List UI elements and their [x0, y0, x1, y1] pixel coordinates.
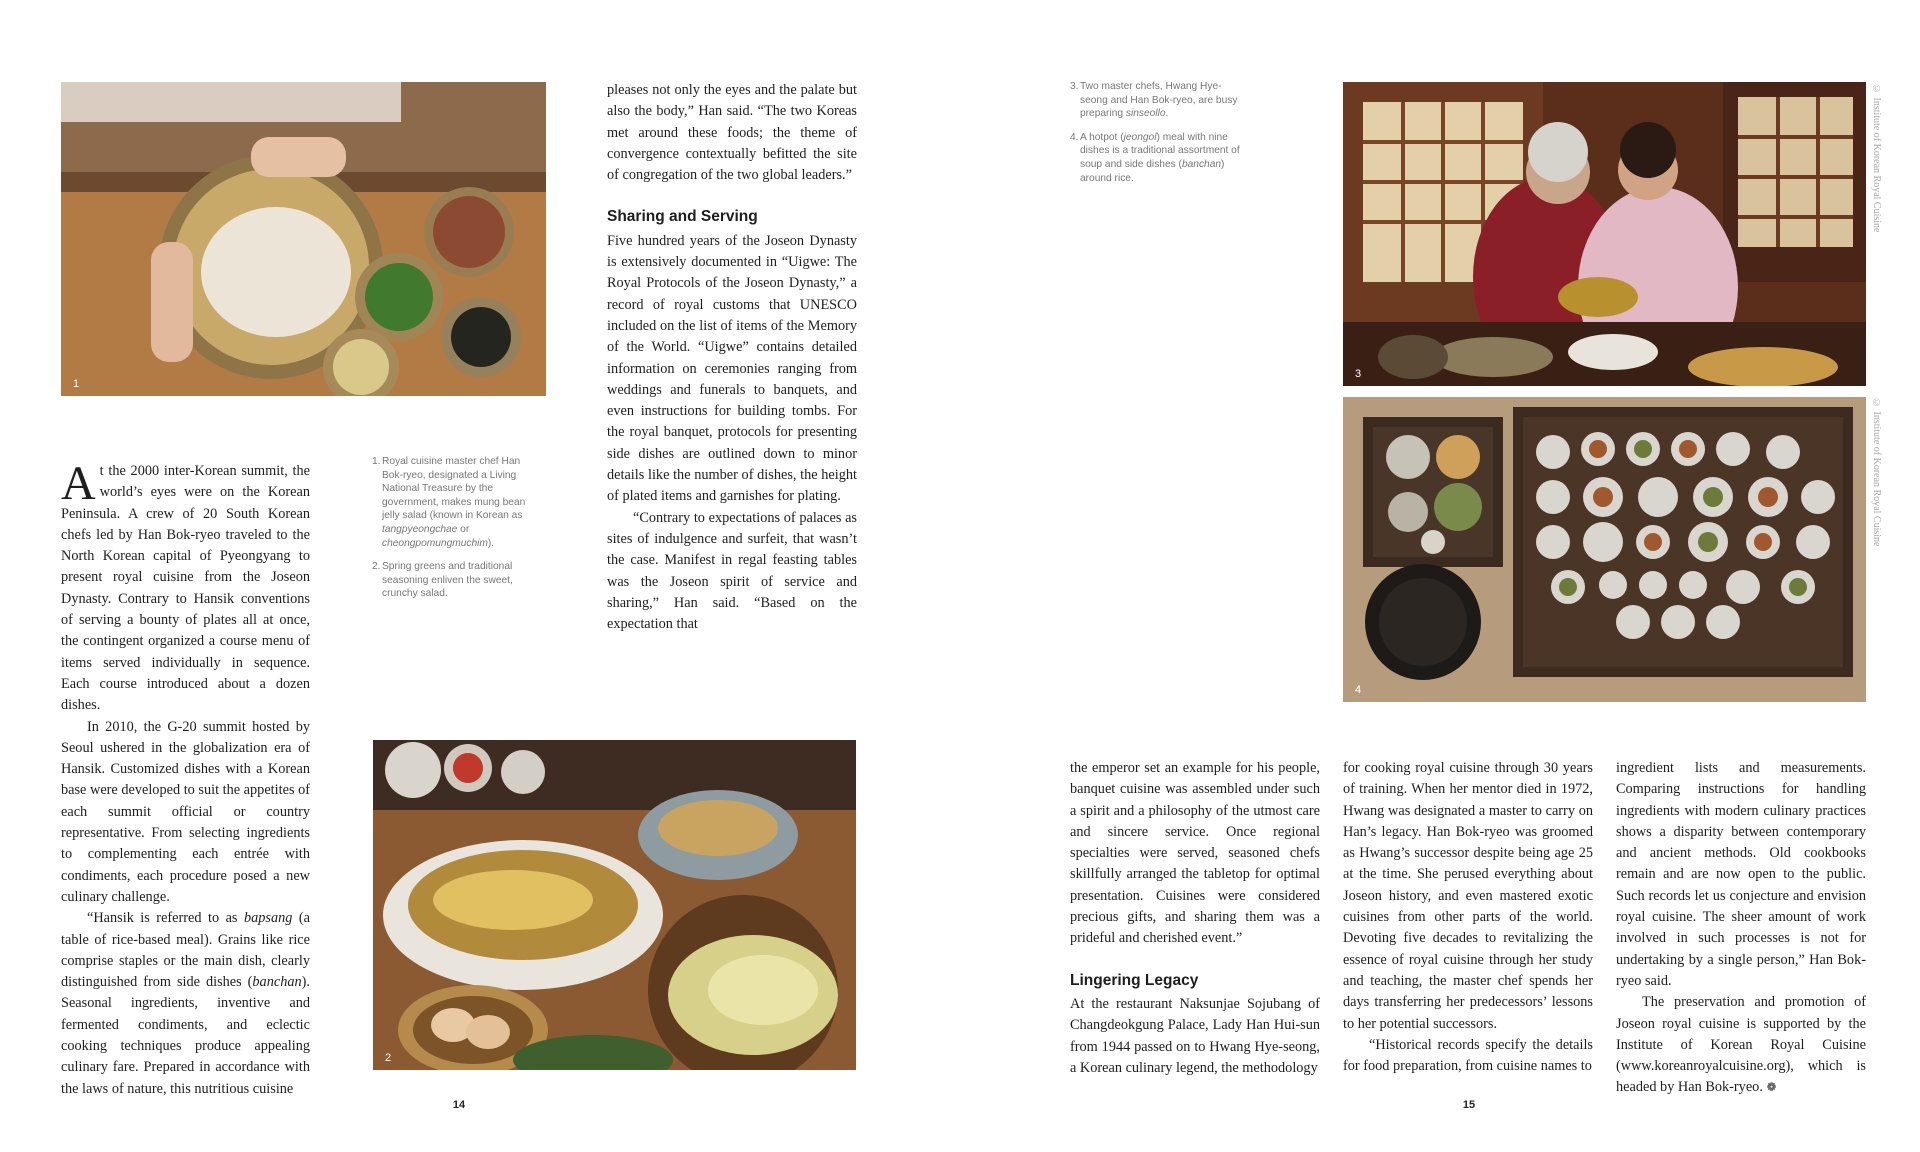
right-col2-paragraph-1: for cooking royal cuisine through 30 years of training. When her mentor died in 1972, Hwang was designated a master to carry on Han’s legacy. Han Bok-ryeo was groomed as Hwang’s successor despite being age 25 at the time. She perused everything about Joseon history, and even mastered exotic cuisines from other parts of the world. Devoting five decades to revitalizing the essence of royal cuisine through her study and teaching, the master chef spends her days transferring her predecessors’ lessons to her potential successors. — [1343, 760, 1593, 1032]
left-col2-paragraph-1: pleases not only the eyes and the palate but also the body,” Han said. “The two Koreas met around these foods; the theme of convergence contextually befitted the site of congregation of the two global leaders.” — [607, 82, 857, 184]
left-col2-paragraph-3: “Contrary to expectations of palaces as sites of indulgence and surfeit, that wasn’t the case. Manifest in regal feasting tables was the Joseon spirit of service and sharing,” Han said. “Based on the expectation that — [607, 509, 857, 633]
photo-1-mung-bean-salad — [61, 82, 546, 396]
left-col2-paragraph-2: Five hundred years of the Joseon Dynasty is extensively documented in “Uigwe: The Royal Protocols of the Joseon Dynasty,” a record of royal customs that UNESCO included on the list of items of the Memory of the World. “Uigwe” contains detailed information on ceremonies ranging from weddings and funerals to banquets, and even instructions for building tombs. For the royal banquet, protocols for presenting side dishes are outlined down to minor details like the number of dishes, the height of plated items and garnishes for plating. — [607, 232, 857, 505]
photo-2-image — [373, 740, 856, 1070]
right-page-column-3 — [1616, 758, 1866, 1099]
right-page-column-1 — [1070, 758, 1320, 1079]
photo-3-number: 3 — [1355, 368, 1362, 380]
caption-1: 1. Royal cuisine master chef Han Bok-ryeo, designated a Living National Treasure by the government, makes mung bean jelly salad (known in Korean as tangpyeongchae or cheongpomungmuchim). — [372, 456, 526, 549]
right-page-column-2 — [1343, 758, 1593, 1077]
right-col3-paragraph-2: The preservation and promotion of Joseon royal cuisine is supported by the Institute of Korean Royal Cuisine (www.koreanroyalcuisine.org), which is headed by Han Bok-ryeo. ❁ — [1616, 994, 1866, 1096]
page-number-left: 14 — [452, 1099, 466, 1111]
caption-3: 3. Two master chefs, Hwang Hye-seong and Han Bok-ryeo, are busy preparing sinseollo. — [1070, 81, 1238, 120]
right-col2-paragraph-2: “Historical records specify the details for food preparation, from cuisine names to — [1343, 1036, 1593, 1075]
photo-4-image — [1343, 397, 1866, 702]
photo-2-number: 2 — [385, 1052, 392, 1064]
right-page-captions — [1070, 80, 1240, 195]
left-page-column-2 — [607, 80, 857, 635]
photo-2-salad-dishes — [373, 740, 856, 1070]
photo-4-hotpot-meal — [1343, 397, 1866, 702]
right-col1-paragraph-2: At the restaurant Naksunjae Sojubang of Changdeokgung Palace, Lady Han Hui-sun from 1944 passed on to Hwang Hye-seong, a Korean culinary legend, the methodology — [1070, 995, 1320, 1076]
left-col1-paragraph-1: At the 2000 inter-Korean summit, the world’s eyes were on the Korean Peninsula. A crew of 20 South Korean chefs led by Han Bok-ryeo traveled to the North Korean capital of Pyeongyang to present royal cuisine from the Joseon Dynasty. Contrary to Hansik conventions of serving a bounty of plates all at once, the contingent organized a course menu of items served individually in sequence. Each course introduced about a dozen dishes. — [61, 457, 310, 714]
caption-2: 2. Spring greens and traditional seasoning enliven the sweet, crunchy salad. — [372, 561, 513, 600]
page-number-right: 15 — [1462, 1099, 1476, 1111]
end-mark-icon: ❁ — [1766, 1080, 1777, 1095]
left-col1-paragraph-3: “Hansik is referred to as bapsang (a table of rice-based meal). Grains like rice comprise staples or the main dish, clearly distinguished from side dishes (banchan). Seasonal ingredients, inventive and fermented condiments, and eclectic cooking techniques produce appealing culinary fare. Prepared in accordance with the laws of nature, this nutritious cuisine — [61, 910, 311, 1097]
right-col1-paragraph-1: the emperor set an example for his people, banquet cuisine was assembled under such a spirit and a philosophy of the utmost care and sincere service. Once regional specialties were served, seasoned chefs skillfully arranged the tabletop for optimal presentation. Cuisines were considered precious gifts, and sharing them was a prideful and cherished event.” — [1070, 760, 1320, 947]
left-col1-paragraph-2: In 2010, the G-20 summit hosted by Seoul ushered in the globalization era of Hansik. Customized dishes with a Korean base were developed to suit the appetites of each summit official or country representative. From selecting ingredients to complementing each entrée with condiments, each procedure posed a new culinary challenge. — [61, 718, 310, 905]
photo-4-credit: © Institute of Korean Royal Cuisine — [1871, 398, 1882, 547]
photo-1-number: 1 — [73, 378, 80, 390]
photo-3-credit: © Institute of Korean Royal Cuisine — [1871, 84, 1882, 233]
right-col3-paragraph-1: ingredient lists and measurements. Comparing instructions for handling ingredients with modern culinary practices shows a disparity between contemporary and ancient methods. Old cookbooks remain and are now open to the public. Such records let us conjecture and envision royal cuisine. The sheer amount of work involved in such processes is not for undertaking by a single person,” Han Bok-ryeo said. — [1616, 760, 1866, 989]
left-page-column-1 — [61, 457, 311, 1100]
photo-1-image — [61, 82, 546, 396]
left-page-captions — [372, 455, 542, 611]
heading-sharing-and-serving: Sharing and Serving — [607, 208, 758, 226]
caption-4: 4. A hotpot (jeongol) meal with nine dishes is a traditional assortment of soup and side dishes (banchan) around rice. — [1070, 131, 1240, 184]
drop-cap: A — [61, 457, 96, 510]
photo-4-number: 4 — [1355, 684, 1362, 696]
heading-lingering-legacy: Lingering Legacy — [1070, 971, 1199, 989]
photo-3-image — [1343, 82, 1866, 386]
photo-3-master-chefs — [1343, 82, 1866, 386]
